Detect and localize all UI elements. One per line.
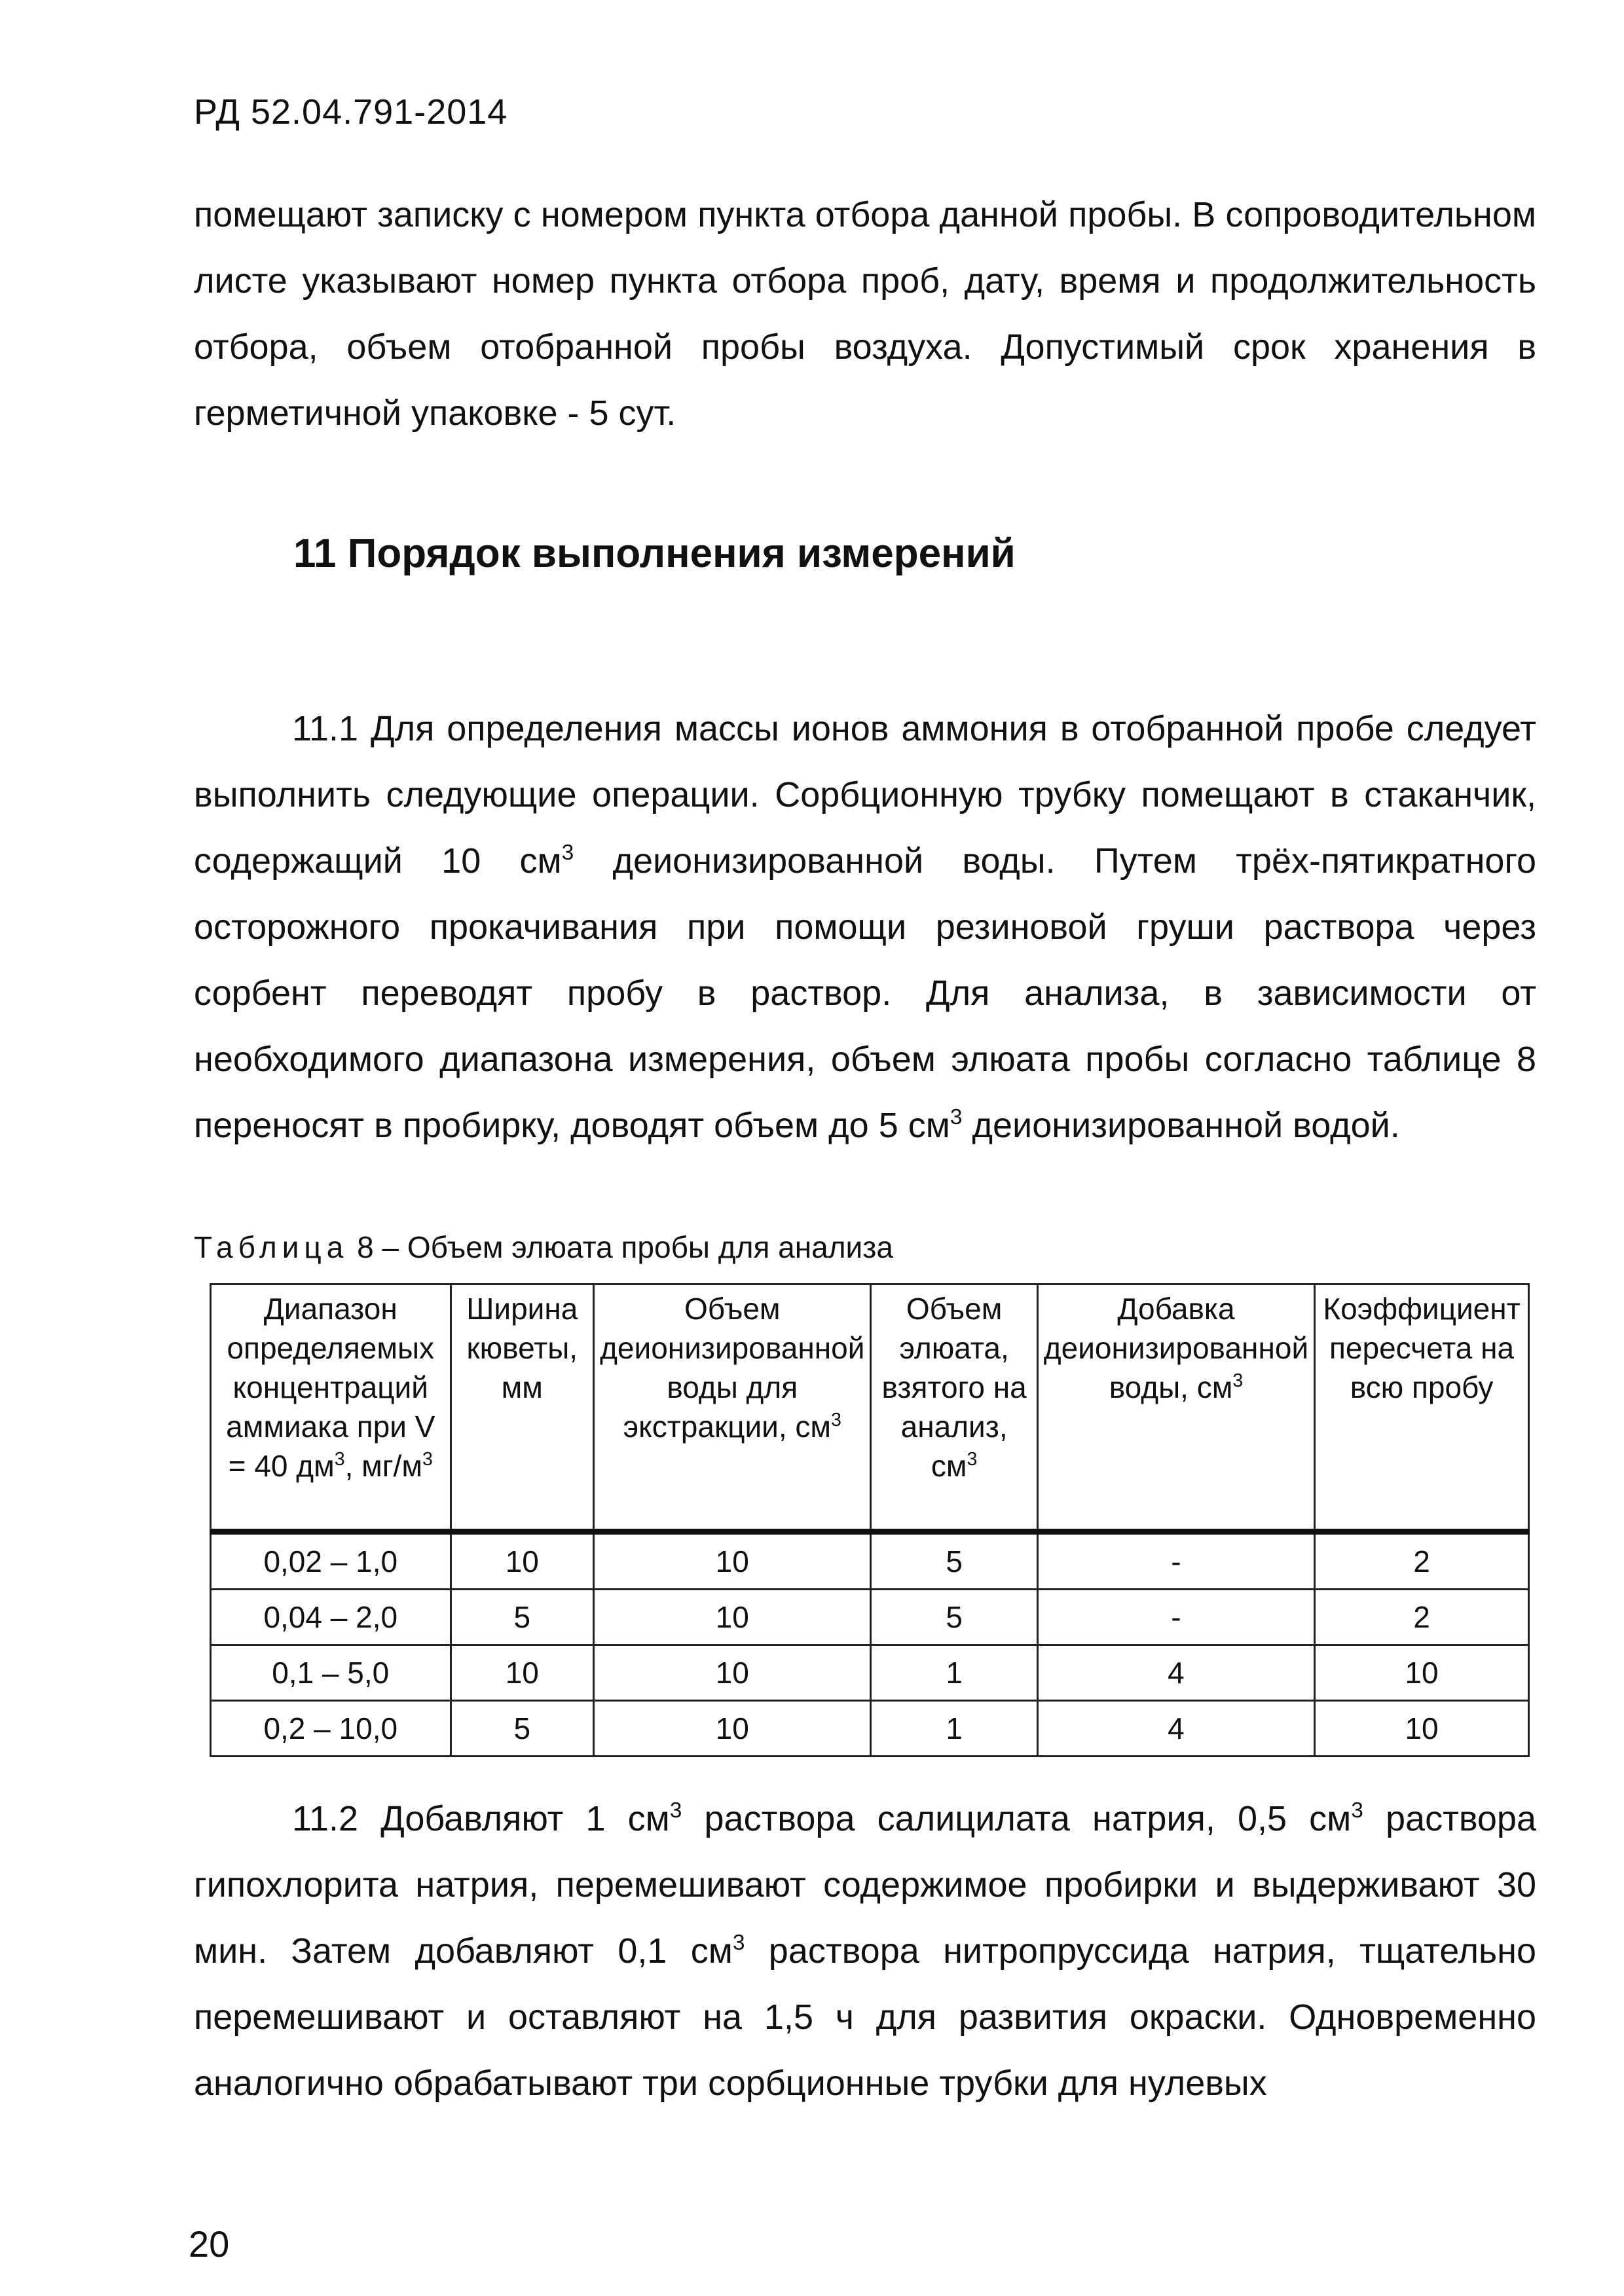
cell-eluate: 1 — [871, 1645, 1037, 1701]
cell-width: 10 — [451, 1532, 594, 1590]
paragraph-continuation: помещают записку с номером пункта отбора данной пробы. В сопроводительном листе указывают номер пункта отбора проб, дату, время и продолжительность отбора, объем отобранной пробы воздуха. Допустимый срок хранения в герметичной упаковке - 5 сут. — [194, 195, 1536, 433]
table-caption-label: Таблица — [194, 1230, 349, 1264]
table-row — [211, 1590, 1529, 1645]
cell-width: 5 — [451, 1701, 594, 1757]
table-row — [211, 1701, 1529, 1757]
p11-2-text-b: раствора салицилата натрия, 0,5 см — [682, 1799, 1352, 1838]
cell-coef: 2 — [1315, 1590, 1529, 1645]
cell-range: 0,2 – 10,0 — [211, 1701, 451, 1757]
header-recalc-coefficient: Коэффициент пересчета на всю пробу — [1315, 1285, 1529, 1532]
cell-eluate: 5 — [871, 1590, 1037, 1645]
table-caption — [194, 1230, 893, 1265]
section-heading: 11 Порядок выполнения измерений — [293, 531, 1016, 576]
header-eluate-volume: Объем элюата, взятого на анализ, $см^3$ — [871, 1285, 1037, 1532]
p11-2-sup-c: 3 — [732, 1930, 745, 1955]
cell-added: - — [1037, 1590, 1314, 1645]
cell-water: 10 — [594, 1532, 871, 1590]
cell-eluate: 5 — [871, 1532, 1037, 1590]
cell-width: 10 — [451, 1645, 594, 1701]
cell-coef: 10 — [1315, 1645, 1529, 1701]
p11-2-text-c: раствора гипохлорита натрия, перемешивают содержимое пробирки и выдерживают 30 мин. Затем добавляют 0,1 см — [194, 1799, 1536, 1971]
table-header-row — [211, 1285, 1529, 1532]
cell-range: 0,1 – 5,0 — [211, 1645, 451, 1701]
cell-coef: 10 — [1315, 1701, 1529, 1757]
cell-eluate: 1 — [871, 1701, 1037, 1757]
p11-1-text-a: 11.1 Для определения массы ионов аммония в отобранной пробе следует выполнить следующие операции. Сорбционную трубку помещают в стаканчик, содержащий 10 см — [194, 709, 1536, 881]
paragraph-11-1 — [194, 696, 1536, 1159]
header-added-water: Добавка деионизированной воды, $см^3$ — [1037, 1285, 1314, 1532]
cell-water: 10 — [594, 1590, 871, 1645]
table-row — [211, 1645, 1529, 1701]
p11-2-text-d: раствора нитропруссида натрия, тщательно перемешивают и оставляют на 1,5 ч для развития окраски. Одновременно аналогично обрабатывают три сорбционные трубки для нулевых — [194, 1931, 1536, 2103]
p11-1-sup-a: 3 — [561, 840, 574, 865]
cell-added: - — [1037, 1532, 1314, 1590]
cell-water: 10 — [594, 1645, 871, 1701]
cell-range: 0,02 – 1,0 — [211, 1532, 451, 1590]
header-extraction-water-volume: Объем деионизированной воды для экстракции, $см^3$ — [594, 1285, 871, 1532]
p11-2-sup-b: 3 — [1351, 1798, 1363, 1823]
p11-2-sup-a: 3 — [669, 1798, 682, 1823]
page-number: 20 — [189, 2223, 230, 2265]
paragraph-11-2 — [194, 1786, 1536, 2117]
table-row — [211, 1532, 1529, 1590]
cell-added: 4 — [1037, 1645, 1314, 1701]
eluate-volume-table — [210, 1283, 1530, 1757]
header-concentration-range: Диапазон определяемых концентраций аммиака при V = 40 $дм^3$, $мг/м^3$ — [211, 1285, 451, 1532]
header-cuvette-width: Ширина кюветы, мм — [451, 1285, 594, 1532]
cell-added: 4 — [1037, 1701, 1314, 1757]
p11-1-text-c: деионизированной водой. — [962, 1106, 1400, 1145]
p11-1-sup-b: 3 — [950, 1104, 963, 1129]
cell-range: 0,04 – 2,0 — [211, 1590, 451, 1645]
table-caption-title: 8 – Объем элюата пробы для анализа — [348, 1230, 893, 1264]
cell-width: 5 — [451, 1590, 594, 1645]
document-code-header: РД 52.04.791-2014 — [194, 92, 508, 132]
cell-coef: 2 — [1315, 1532, 1529, 1590]
p11-2-text-a: 11.2 Добавляют 1 см — [292, 1799, 670, 1838]
cell-water: 10 — [594, 1701, 871, 1757]
p11-1-text-b: деионизированной воды. Путем трёх-пятикратного осторожного прокачивания при помощи резиновой груши раствора через сорбент переводят пробу в раствор. Для анализа, в зависимости от необходимого диапазона измерения, объем элюата пробы согласно таблице 8 переносят в пробирку, доводят объем до 5 см — [194, 841, 1536, 1145]
